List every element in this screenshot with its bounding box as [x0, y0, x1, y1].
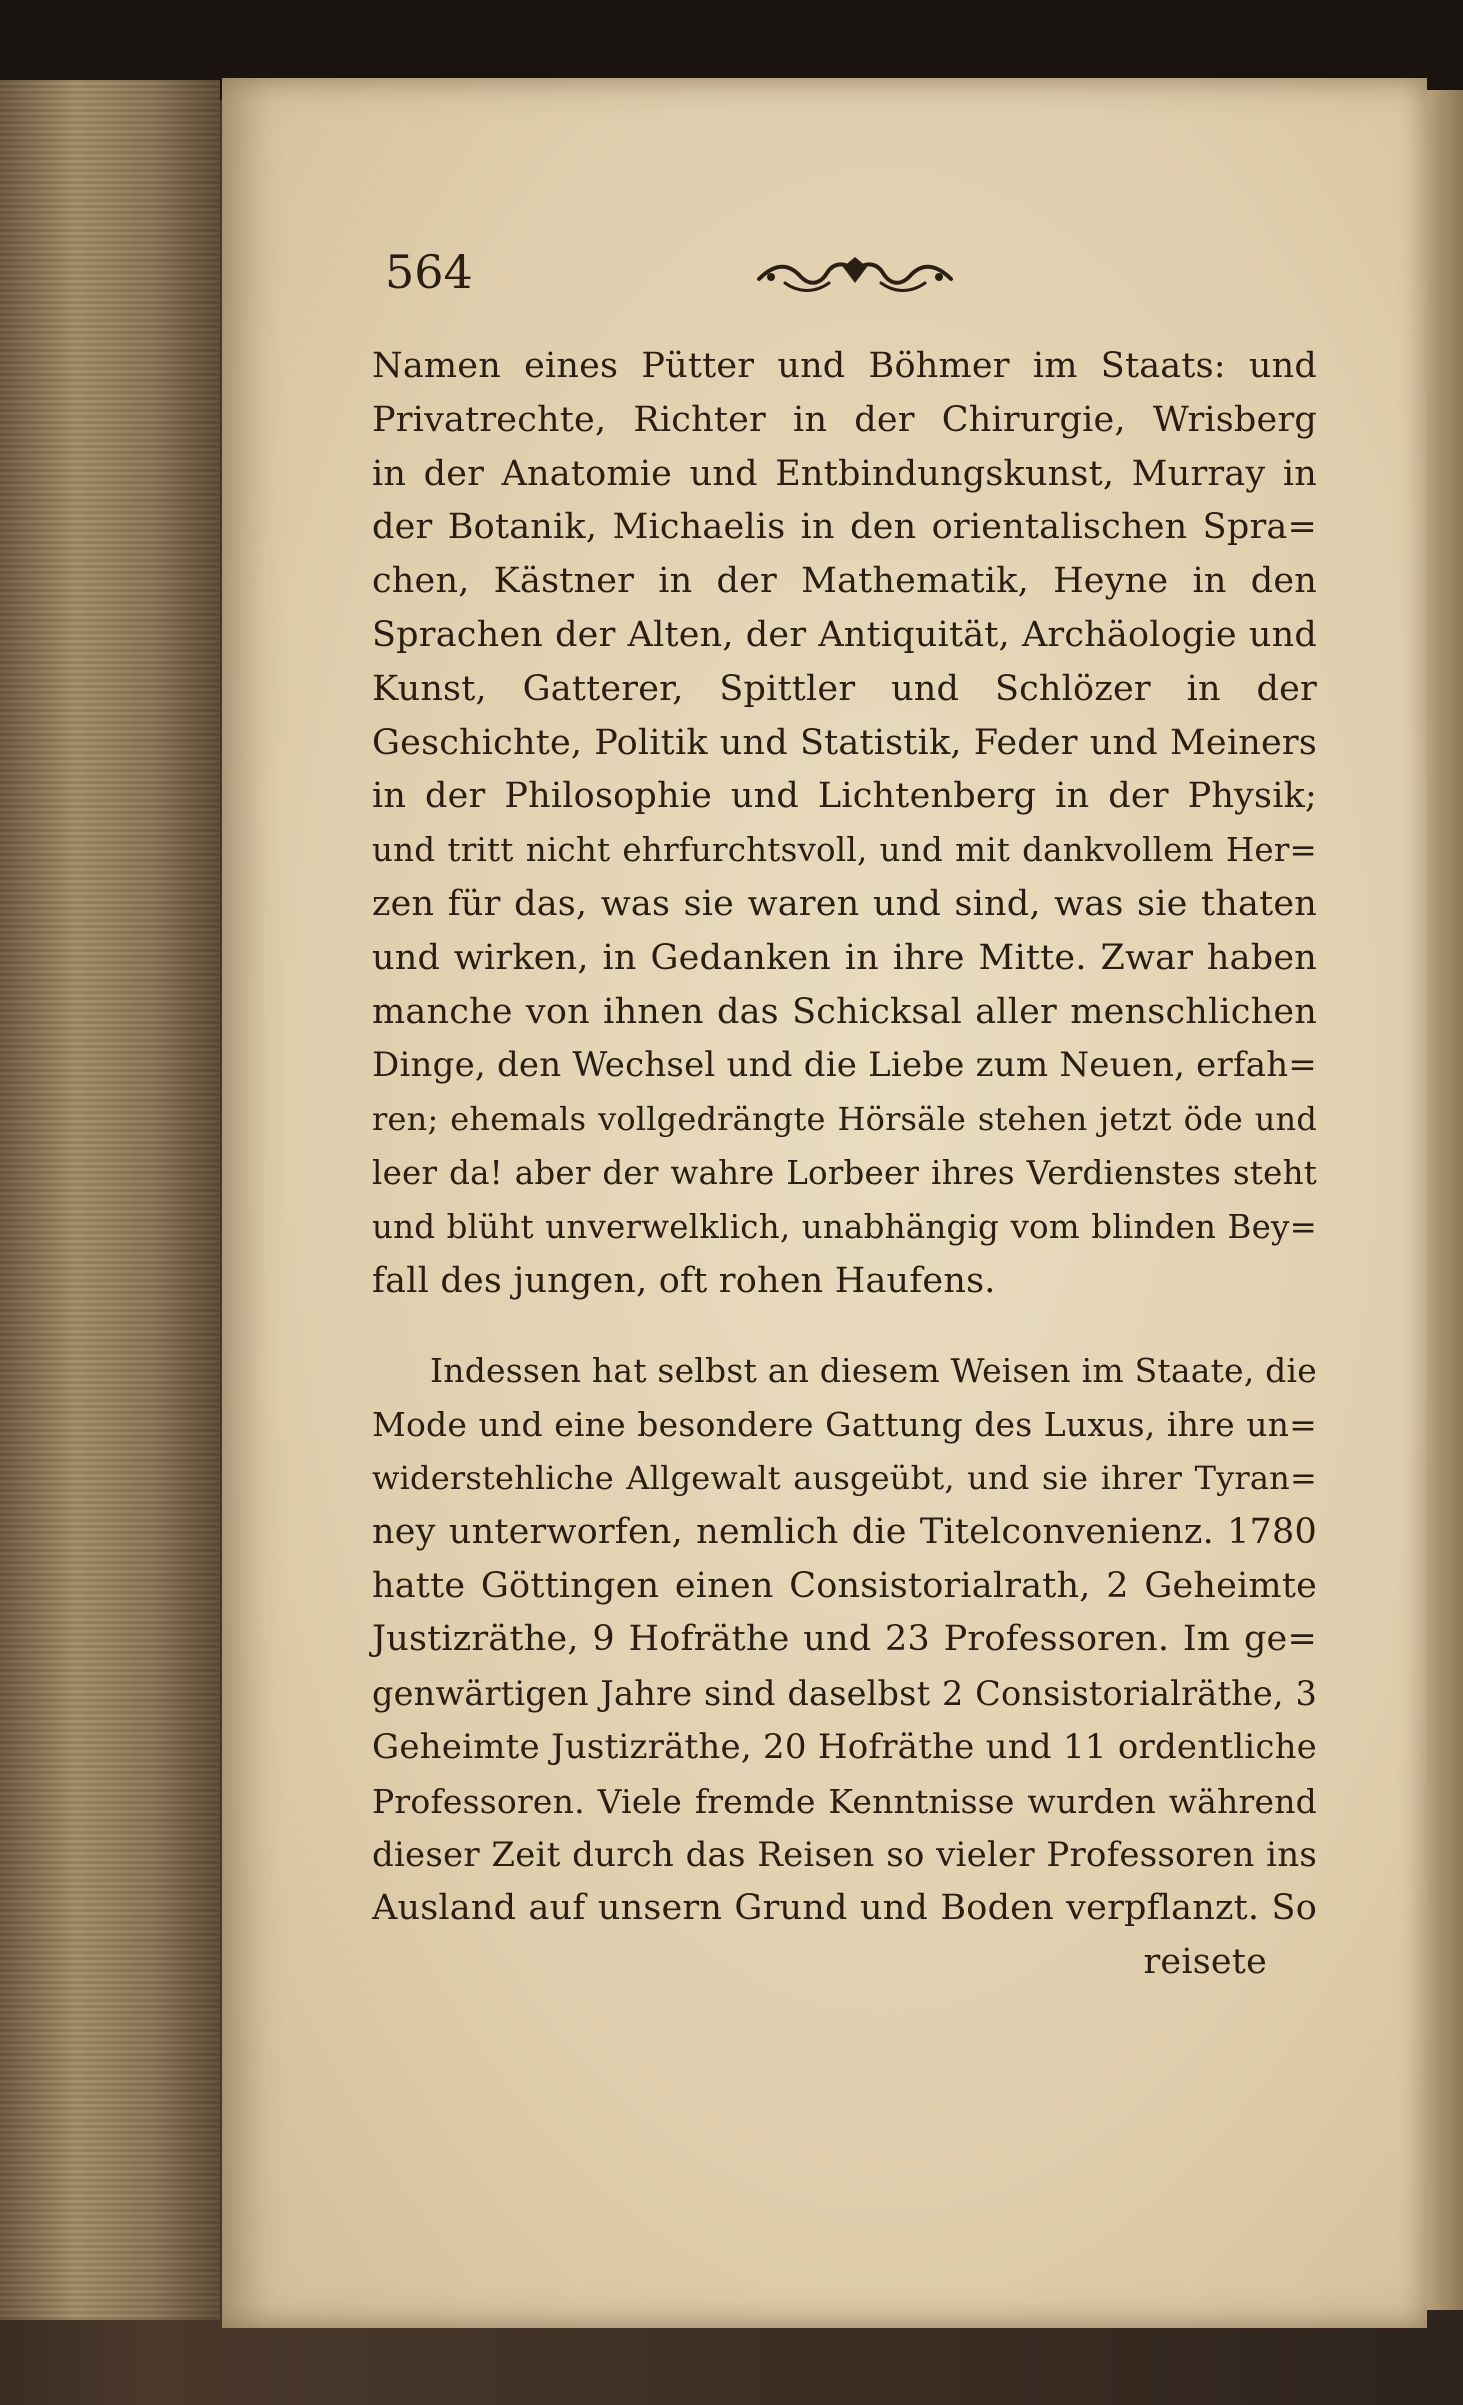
text-line: Professoren. Viele fremde Kenntnisse wurden während [372, 1781, 1317, 1821]
text-line: ren; ehemals vollgedrängte Hörsäle stehen jetzt öde und [372, 1100, 1317, 1139]
text-line: Justizräthe, 9 Hofräthe und 23 Professoren. Im ge= [372, 1619, 1317, 1660]
text-line: der Botanik, Michaelis in den orientalischen Spra= [372, 507, 1317, 548]
text-line: ney unterworfen, nemlich die Titelconvenienz. 1780 [372, 1511, 1317, 1552]
paragraph-1 [372, 340, 1317, 1308]
text-line: und tritt nicht ehrfurchtsvoll, und mit dankvollem Her= [372, 831, 1317, 870]
text-line: chen, Kästner in der Mathematik, Heyne in den [372, 561, 1317, 602]
page-header [385, 245, 965, 315]
page-body [372, 340, 1317, 1990]
text-line: Ausland auf unsern Grund und Boden verpflanzt. So [372, 1888, 1317, 1929]
book-page-edges-right [1427, 90, 1463, 2310]
text-line: Indessen hat selbst an diesem Weisen im Staate, die [430, 1351, 1317, 1391]
text-line: zen für das, was sie waren und sind, was sie thaten [372, 883, 1317, 924]
text-line: in der Philosophie und Lichtenberg in der Physik; [372, 776, 1317, 817]
text-line: Sprachen der Alten, der Antiquität, Archäologie und [372, 614, 1317, 655]
text-line: widerstehliche Allgewalt ausgeübt, und sie ihrer Tyran= [372, 1458, 1317, 1497]
text-line: Namen eines Pütter und Böhmer im Staats: und [372, 346, 1317, 386]
text-line: in der Anatomie und Entbindungskunst, Murray in [372, 453, 1317, 494]
text-line: dieser Zeit durch das Reisen so vieler Professoren ins [372, 1834, 1317, 1875]
book-page-edges-left [0, 80, 220, 2320]
text-line: und blüht unverwelklich, unabhängig vom blinden Bey= [372, 1207, 1317, 1246]
text-line: hatte Göttingen einen Consistorialrath, 2 Geheimte [372, 1565, 1317, 1606]
text-line: Mode und eine besondere Gattung des Luxus, ihre un= [372, 1405, 1317, 1445]
text-line: fall des jungen, oft rohen Haufens. [372, 1260, 996, 1301]
text-line: Geheimte Justizräthe, 20 Hofräthe und 11 ordentliche [372, 1726, 1317, 1767]
catchword: reisete [1143, 1942, 1267, 1983]
text-line: genwärtigen Jahre sind daselbst 2 Consistorialräthe, 3 [372, 1674, 1317, 1714]
text-line: manche von ihnen das Schicksal aller menschlichen [372, 991, 1317, 1032]
text-line: Kunst, Gatterer, Spittler und Schlözer in der [372, 668, 1317, 709]
text-line: Privatrechte, Richter in der Chirurgie, Wrisberg [372, 399, 1317, 440]
page-number: 564 [385, 245, 473, 299]
text-line: und wirken, in Gedanken in ihre Mitte. Zwar haben [372, 937, 1317, 978]
ornament-icon [755, 253, 955, 297]
text-line: Dinge, den Wechsel und die Liebe zum Neuen, erfah= [372, 1045, 1317, 1086]
text-line: leer da! aber der wahre Lorbeer ihres Verdienstes steht [372, 1153, 1317, 1192]
text-line: Geschichte, Politik und Statistik, Feder und Meiners [372, 722, 1317, 763]
paragraph-2 [372, 1344, 1317, 1936]
